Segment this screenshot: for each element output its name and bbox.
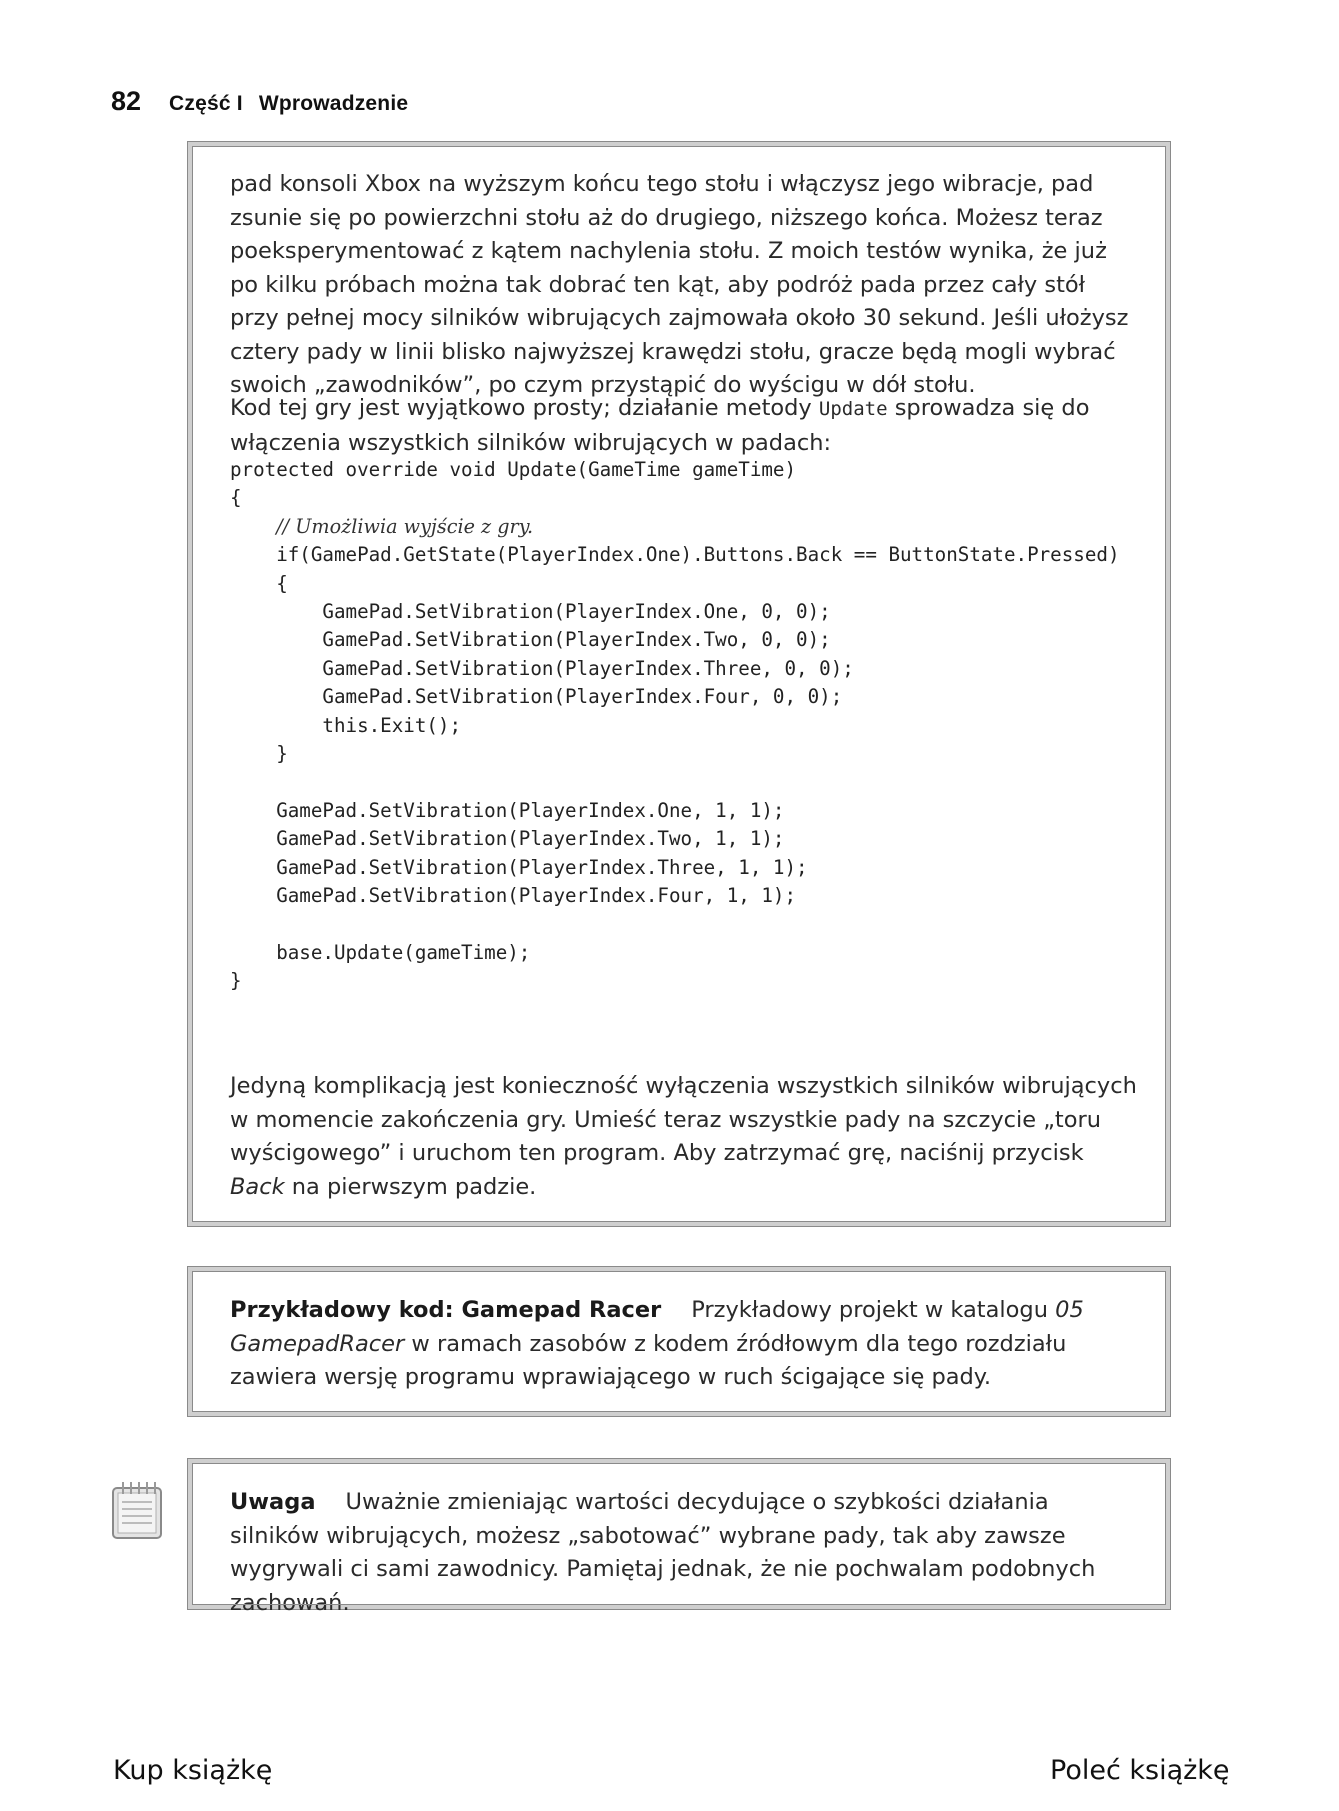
buy-book-link[interactable]: Kup książkę xyxy=(113,1755,273,1786)
code-block xyxy=(230,456,1150,996)
sample-code-text-b: w ramach zasobów z kodem źródłowym dla tego rozdziału zawiera wersję programu wprawiającego w ruch ścigające się pady. xyxy=(230,1330,1067,1390)
paragraph-3-italic: Back xyxy=(230,1173,285,1200)
sample-code-box xyxy=(187,1266,1171,1417)
code-line: GamePad.SetVibration(PlayerIndex.Four, 1, 1); xyxy=(230,884,797,908)
code-line: GamePad.SetVibration(PlayerIndex.Three, 1, 1); xyxy=(230,855,808,879)
sample-code-title: Przykładowy kod: Gamepad Racer xyxy=(230,1297,662,1323)
paragraph-3 xyxy=(230,1070,1140,1204)
code-line xyxy=(230,513,1150,541)
part-label: Część I xyxy=(169,92,243,115)
note-body: Uważnie zmieniając wartości decydujące o szybkości działania silników wibrujących, możesz „sabotować” wybrane pady, tak aby zawsze wygrywali ci sami zawodnicy. Pamiętaj jednak, że nie pochwalam podobnych zachowań. xyxy=(230,1489,1096,1616)
code-line: GamePad.SetVibration(PlayerIndex.Two, 1, 1); xyxy=(230,827,785,851)
notepad-icon xyxy=(109,1478,167,1542)
code-line: GamePad.SetVibration(PlayerIndex.One, 0, 0); xyxy=(230,600,831,624)
inline-code-update: Update xyxy=(818,398,888,420)
code-line: } xyxy=(230,742,288,766)
code-line: GamePad.SetVibration(PlayerIndex.Four, 0, 0); xyxy=(230,685,843,709)
code-line: protected override void Update(GameTime gameTime) xyxy=(230,458,797,481)
code-line: base.Update(gameTime); xyxy=(230,940,531,964)
code-line: if(GamePad.GetState(PlayerIndex.One).Buttons.Back == ButtonState.Pressed) xyxy=(230,543,1120,567)
paragraph-2-text-a: Kod tej gry jest wyjątkowo prosty; działanie metody xyxy=(230,395,819,421)
page-number: 82 xyxy=(111,86,142,116)
running-head xyxy=(169,92,408,116)
main-content-box xyxy=(187,141,1171,1227)
note-box xyxy=(187,1458,1171,1616)
sample-code-text xyxy=(230,1294,1140,1395)
sample-code-text-a: Przykładowy projekt w katalogu xyxy=(691,1297,1056,1323)
note-text xyxy=(230,1486,1140,1620)
code-line: GamePad.SetVibration(PlayerIndex.Three, 0, 0); xyxy=(230,656,854,680)
code-line: GamePad.SetVibration(PlayerIndex.One, 1, 1); xyxy=(230,798,785,822)
code-line xyxy=(230,911,1150,939)
paragraph-2-text-b: sprowadza się do włączenia wszystkich silników wibrujących w padach: xyxy=(230,395,1090,456)
paragraph-3-text-a: Jedyną komplikacją jest konieczność wyłączenia wszystkich silników wibrujących w momencie zakończenia gry. Umieść teraz wszystkie pady na szczycie „toru wyścigowego” i uruchom ten program. Aby zatrzymać grę, naciśnij przycisk xyxy=(230,1073,1137,1166)
recommend-book-link[interactable]: Poleć książkę xyxy=(1050,1755,1230,1786)
code-line: GamePad.SetVibration(PlayerIndex.Two, 0, 0); xyxy=(230,628,831,652)
code-comment: // Umożliwia wyjście z gry. xyxy=(276,514,534,538)
paragraph-1: pad konsoli Xbox na wyższym końcu tego stołu i włączysz jego wibracje, pad zsunie się po powierzchni stołu aż do drugiego, niższego końca. Możesz teraz poeksperymentować z kątem nachylenia stołu. Z moich testów wynika, że już po kilku próbach można tak dobrać ten kąt, aby podróż pada przez cały stół przy pełnej mocy silników wibrujących zajmowała około 30 sekund. Jeśli ułożysz cztery pady w linii blisko najwyższej krawędzi stołu, gracze będą mogli wybrać swoich „zawodników”, po czym przystąpić do wyścigu w dół stołu. xyxy=(230,171,1129,398)
code-line: } xyxy=(230,969,242,993)
chapter-label: Wprowadzenie xyxy=(258,92,409,115)
paragraph-2 xyxy=(230,392,1140,460)
code-line xyxy=(230,768,1150,796)
sample-code-folder: 05 GamepadRacer xyxy=(230,1297,1084,1357)
note-title: Uwaga xyxy=(230,1489,316,1515)
code-line: { xyxy=(230,486,242,510)
code-line: this.Exit(); xyxy=(230,713,462,737)
paragraph-3-text-b: na pierwszym padzie. xyxy=(284,1173,537,1200)
running-header xyxy=(111,86,408,117)
code-line: { xyxy=(230,571,288,595)
